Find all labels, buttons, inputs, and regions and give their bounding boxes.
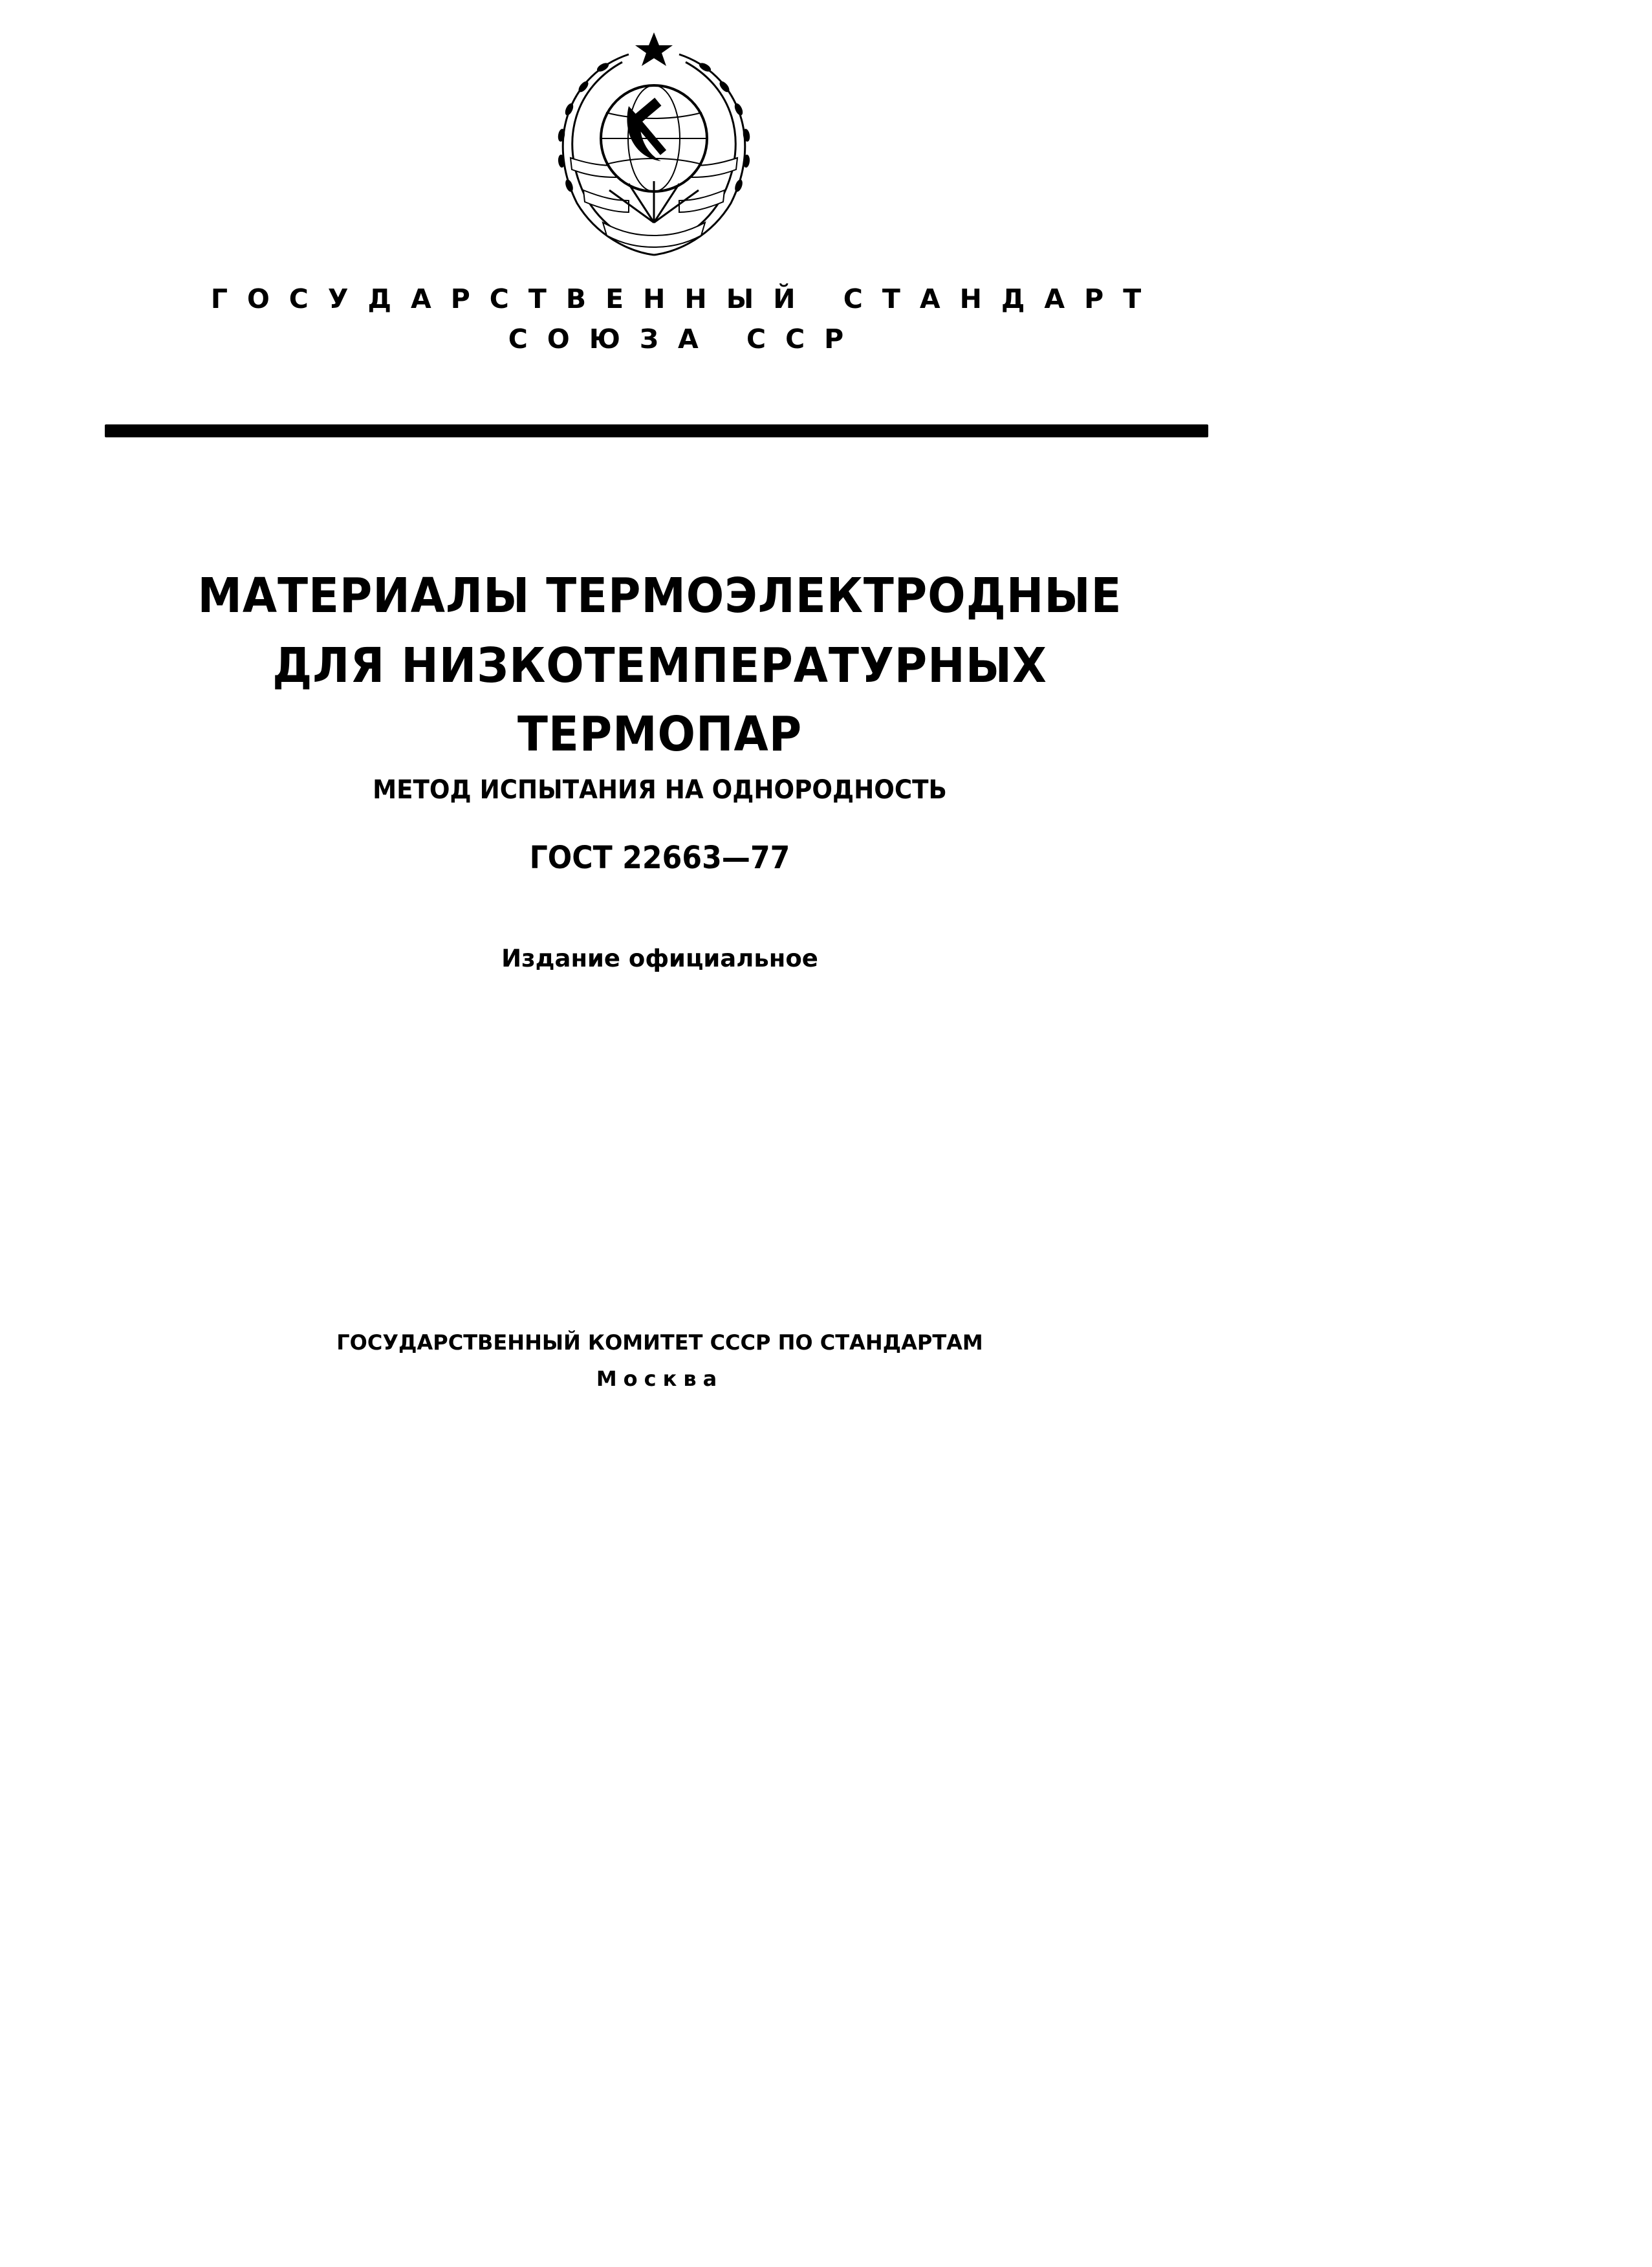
title-line-3: ТЕРМОПАР [517,706,803,762]
edition-label: Издание официальное [501,945,818,972]
horizontal-rule [105,424,1208,437]
title-line-2: ДЛЯ НИЗКОТЕМПЕРАТУРНЫХ [272,638,1047,694]
header-state-standard: ГОСУДАРСТВЕННЫЙ СТАНДАРТ [210,283,1161,314]
publication-city: Москва [596,1366,724,1391]
ussr-state-emblem-icon [532,28,776,274]
title-line-1: МАТЕРИАЛЫ ТЕРМОЭЛЕКТРОДНЫЕ [197,568,1122,624]
standard-number: ГОСТ 22663—77 [529,840,790,876]
publisher: ГОСУДАРСТВЕННЫЙ КОМИТЕТ СССР ПО СТАНДАРТАМ [336,1330,983,1355]
subtitle: МЕТОД ИСПЫТАНИЯ НА ОДНОРОДНОСТЬ [373,775,947,805]
header-ussr: СОЮЗА ССР [508,323,864,355]
